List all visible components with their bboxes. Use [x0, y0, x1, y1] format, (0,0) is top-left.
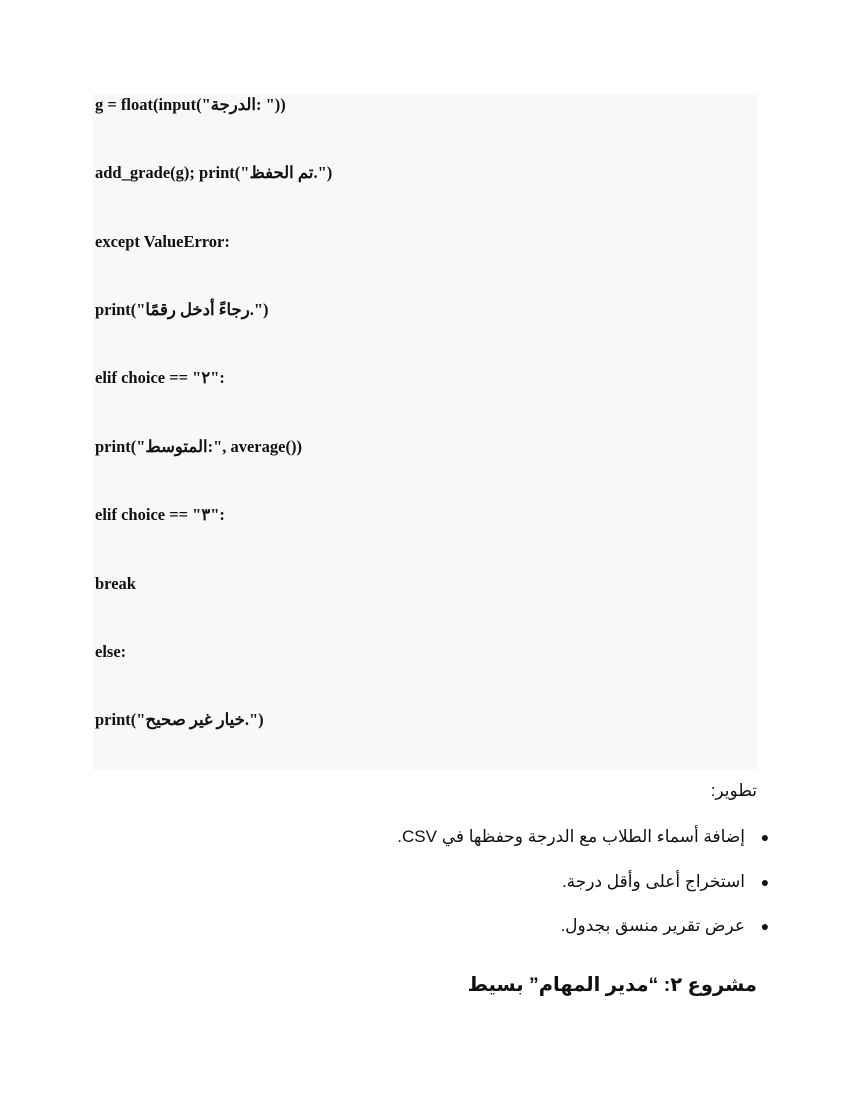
code-line-except: except ValueError: — [95, 232, 230, 251]
development-heading: تطوير: — [710, 781, 757, 800]
code-block — [93, 94, 757, 770]
code-line-float-input: g = float(input("الدرجة: ")) — [95, 95, 286, 114]
code-line-print-average: print("المتوسط:", average()) — [95, 437, 302, 456]
code-line-print-enter-number: print("رجاءً أدخل رقمًا.") — [95, 300, 269, 319]
code-line-break: break — [95, 574, 136, 593]
list-item-text: إضافة أسماء الطلاب مع الدرجة وحفظها في CSV. — [397, 827, 745, 846]
project-2-heading: مشروع ٢: “مدير المهام” بسيط — [467, 974, 757, 996]
code-line-elif-3: elif choice == "٣": — [95, 505, 225, 524]
list-item — [397, 915, 770, 960]
bullet-icon: ● — [760, 918, 770, 934]
list-item — [397, 826, 770, 871]
code-line-print-invalid: print("خيار غير صحيح.") — [95, 710, 264, 729]
bullet-icon: ● — [760, 873, 770, 890]
list-item-text: استخراج أعلى وأقل درجة. — [561, 871, 745, 891]
code-line-else: else: — [95, 642, 127, 661]
code-line-add-grade: add_grade(g); print("تم الحفظ.") — [95, 163, 333, 182]
code-line-elif-2: elif choice == "٢": — [95, 368, 225, 387]
bullet-icon: ● — [760, 829, 770, 845]
list-item-text: عرض تقرير منسق بجدول. — [560, 916, 745, 935]
development-list — [397, 826, 770, 960]
list-item — [397, 871, 770, 916]
